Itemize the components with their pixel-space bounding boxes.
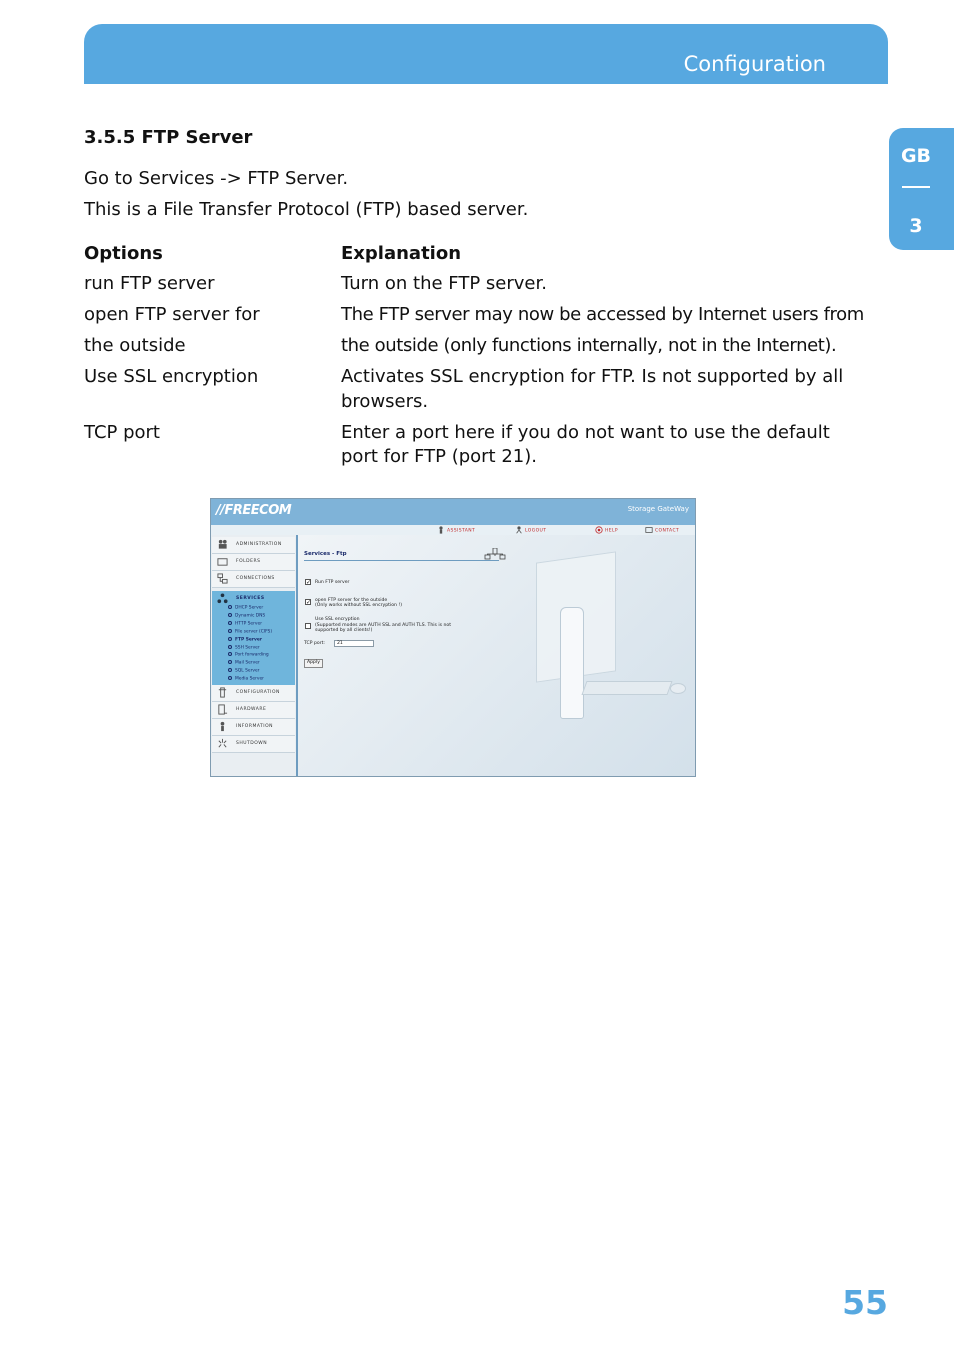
submenu-item[interactable] [228, 660, 260, 666]
language-label: GB [900, 145, 932, 167]
bullet-icon [228, 660, 232, 664]
storage-device-illustration [560, 607, 584, 719]
connections-icon [217, 573, 228, 584]
tcp-port-input[interactable]: 21 [334, 640, 374, 647]
menu-label: INFORMATION [236, 724, 274, 729]
nav-help[interactable] [595, 526, 618, 534]
submenu-item[interactable] [228, 621, 262, 627]
chapter-title: Configuration [683, 52, 826, 76]
menu-label: FOLDERS [236, 559, 261, 564]
bullet-icon [228, 668, 232, 672]
intro-line: This is a File Transfer Protocol (FTP) based server. [84, 199, 529, 220]
ssl-label: Use SSL encryption [315, 617, 360, 622]
menu-label: CONFIGURATION [236, 690, 280, 695]
section-heading: 3.5.5 FTP Server [84, 127, 253, 148]
option-cell: Use SSL encryption [84, 366, 259, 387]
help-icon [595, 526, 603, 534]
heading-rule [304, 560, 499, 561]
menu-connections[interactable] [212, 571, 295, 588]
configuration-icon [217, 687, 228, 698]
services-icon [217, 593, 228, 604]
explanation-cell: Activates SSL encryption for FTP. Is not supported by all [341, 366, 844, 387]
menu-label: CONNECTIONS [236, 576, 275, 581]
content-area [298, 535, 696, 777]
explanation-cell: Enter a port here if you do not want to use the default [341, 422, 830, 443]
administration-icon [217, 539, 228, 550]
tcp-port-label: TCP port: [304, 641, 325, 646]
explanation-cell: port for FTP (port 21). [341, 446, 537, 467]
nav-assistant-label: ASSISTANT [447, 528, 476, 534]
bullet-icon [228, 676, 232, 680]
option-cell: open FTP server for [84, 304, 260, 325]
page-heading: Services - Ftp [304, 551, 347, 557]
submenu-item[interactable] [228, 629, 272, 635]
menu-label: SHUTDOWN [236, 741, 268, 746]
logout-icon [515, 526, 523, 534]
submenu-label: Media Server [235, 676, 264, 682]
intro-line: Go to Services -> FTP Server. [84, 168, 349, 189]
menu-administration[interactable] [212, 537, 295, 554]
keyboard-illustration [581, 681, 672, 695]
submenu-label: HTTP Server [235, 621, 263, 627]
open-outside-note: (Only works without SSL encryption !) [315, 603, 403, 608]
explanation-cell: Turn on the FTP server. [341, 273, 547, 294]
bullet-icon [228, 605, 232, 609]
menu-hardware[interactable] [212, 702, 295, 719]
brand-label: Storage GateWay [627, 505, 689, 513]
submenu-item[interactable] [228, 676, 264, 682]
hardware-icon [217, 704, 228, 715]
side-tab [889, 128, 954, 250]
nav-contact[interactable] [645, 526, 679, 534]
assistant-icon [437, 526, 445, 534]
nav-logout-label: LOGOUT [525, 528, 547, 534]
nav-help-label: HELP [605, 528, 619, 534]
explanation-cell: The FTP server may now be accessed by Internet users from [341, 304, 864, 325]
menu-label: ADMINISTRATION [236, 542, 282, 547]
menu-folders[interactable] [212, 554, 295, 571]
submenu-label: FTP Server [235, 637, 263, 643]
services-network-icon [484, 548, 506, 560]
submenu-item-current[interactable] [228, 637, 262, 643]
menu-label: HARDWARE [236, 707, 267, 712]
open-outside-label: open FTP server for the outside [315, 598, 388, 603]
apply-button[interactable]: Apply [304, 659, 323, 668]
submenu-label: SQL Server [235, 668, 260, 674]
option-cell: the outside [84, 335, 186, 356]
bullet-icon [228, 613, 232, 617]
options-header: Options [84, 243, 163, 264]
information-icon [217, 721, 228, 732]
contact-icon [645, 526, 653, 534]
submenu-label: Dynamic DNS [235, 613, 266, 619]
ssl-note: supported by all clients!) [315, 628, 373, 633]
submenu-item[interactable] [228, 613, 265, 619]
submenu-label: Mail Server [235, 660, 260, 666]
explanation-cell: browsers. [341, 391, 429, 412]
open-outside-checkbox[interactable]: ✓ [306, 599, 312, 606]
submenu-item[interactable] [228, 605, 263, 611]
bullet-icon [228, 629, 232, 633]
run-ftp-label: Run FTP server [315, 580, 350, 585]
nav-assistant[interactable] [437, 526, 475, 534]
menu-services[interactable] [212, 591, 295, 685]
ssl-checkbox[interactable] [305, 623, 311, 629]
folder-icon [217, 556, 228, 567]
freecom-logo: //FREECOM [216, 503, 292, 518]
menu-configuration[interactable] [212, 685, 295, 702]
mouse-illustration [670, 683, 686, 694]
bullet-icon [228, 621, 232, 625]
run-ftp-checkbox[interactable]: ✓ [306, 579, 312, 586]
option-cell: TCP port [84, 422, 160, 443]
submenu-item[interactable] [228, 668, 259, 674]
side-menu [211, 535, 298, 777]
menu-label: SERVICES [236, 596, 265, 601]
option-cell: run FTP server [84, 273, 215, 294]
header-band [84, 24, 888, 84]
menu-shutdown[interactable] [212, 736, 295, 753]
nav-logout[interactable] [515, 526, 546, 534]
submenu-label: SSH Server [235, 645, 260, 651]
submenu-label: Port forwarding [235, 652, 269, 658]
submenu-label: File server (CIFS) [235, 629, 273, 635]
bullet-icon [228, 652, 232, 656]
menu-information[interactable] [212, 719, 295, 736]
submenu-item[interactable] [228, 645, 260, 651]
submenu-label: DHCP Server [235, 605, 264, 611]
explanation-header: Explanation [341, 243, 462, 264]
bullet-icon [228, 645, 232, 649]
chapter-number: 3 [909, 215, 923, 237]
explanation-cell: the outside (only functions internally, not in the Internet). [341, 335, 837, 356]
submenu-item[interactable] [228, 652, 269, 658]
shutdown-icon [217, 738, 228, 749]
bullet-icon [228, 637, 232, 641]
banner [211, 499, 695, 525]
side-tab-divider [902, 186, 930, 188]
ssl-note: (Supported modes are AUTH SSL and AUTH TLS. This is not [315, 623, 452, 628]
web-ui-screenshot [210, 498, 696, 777]
nav-contact-label: CONTACT [655, 528, 680, 534]
page-number: 55 [842, 1283, 888, 1322]
